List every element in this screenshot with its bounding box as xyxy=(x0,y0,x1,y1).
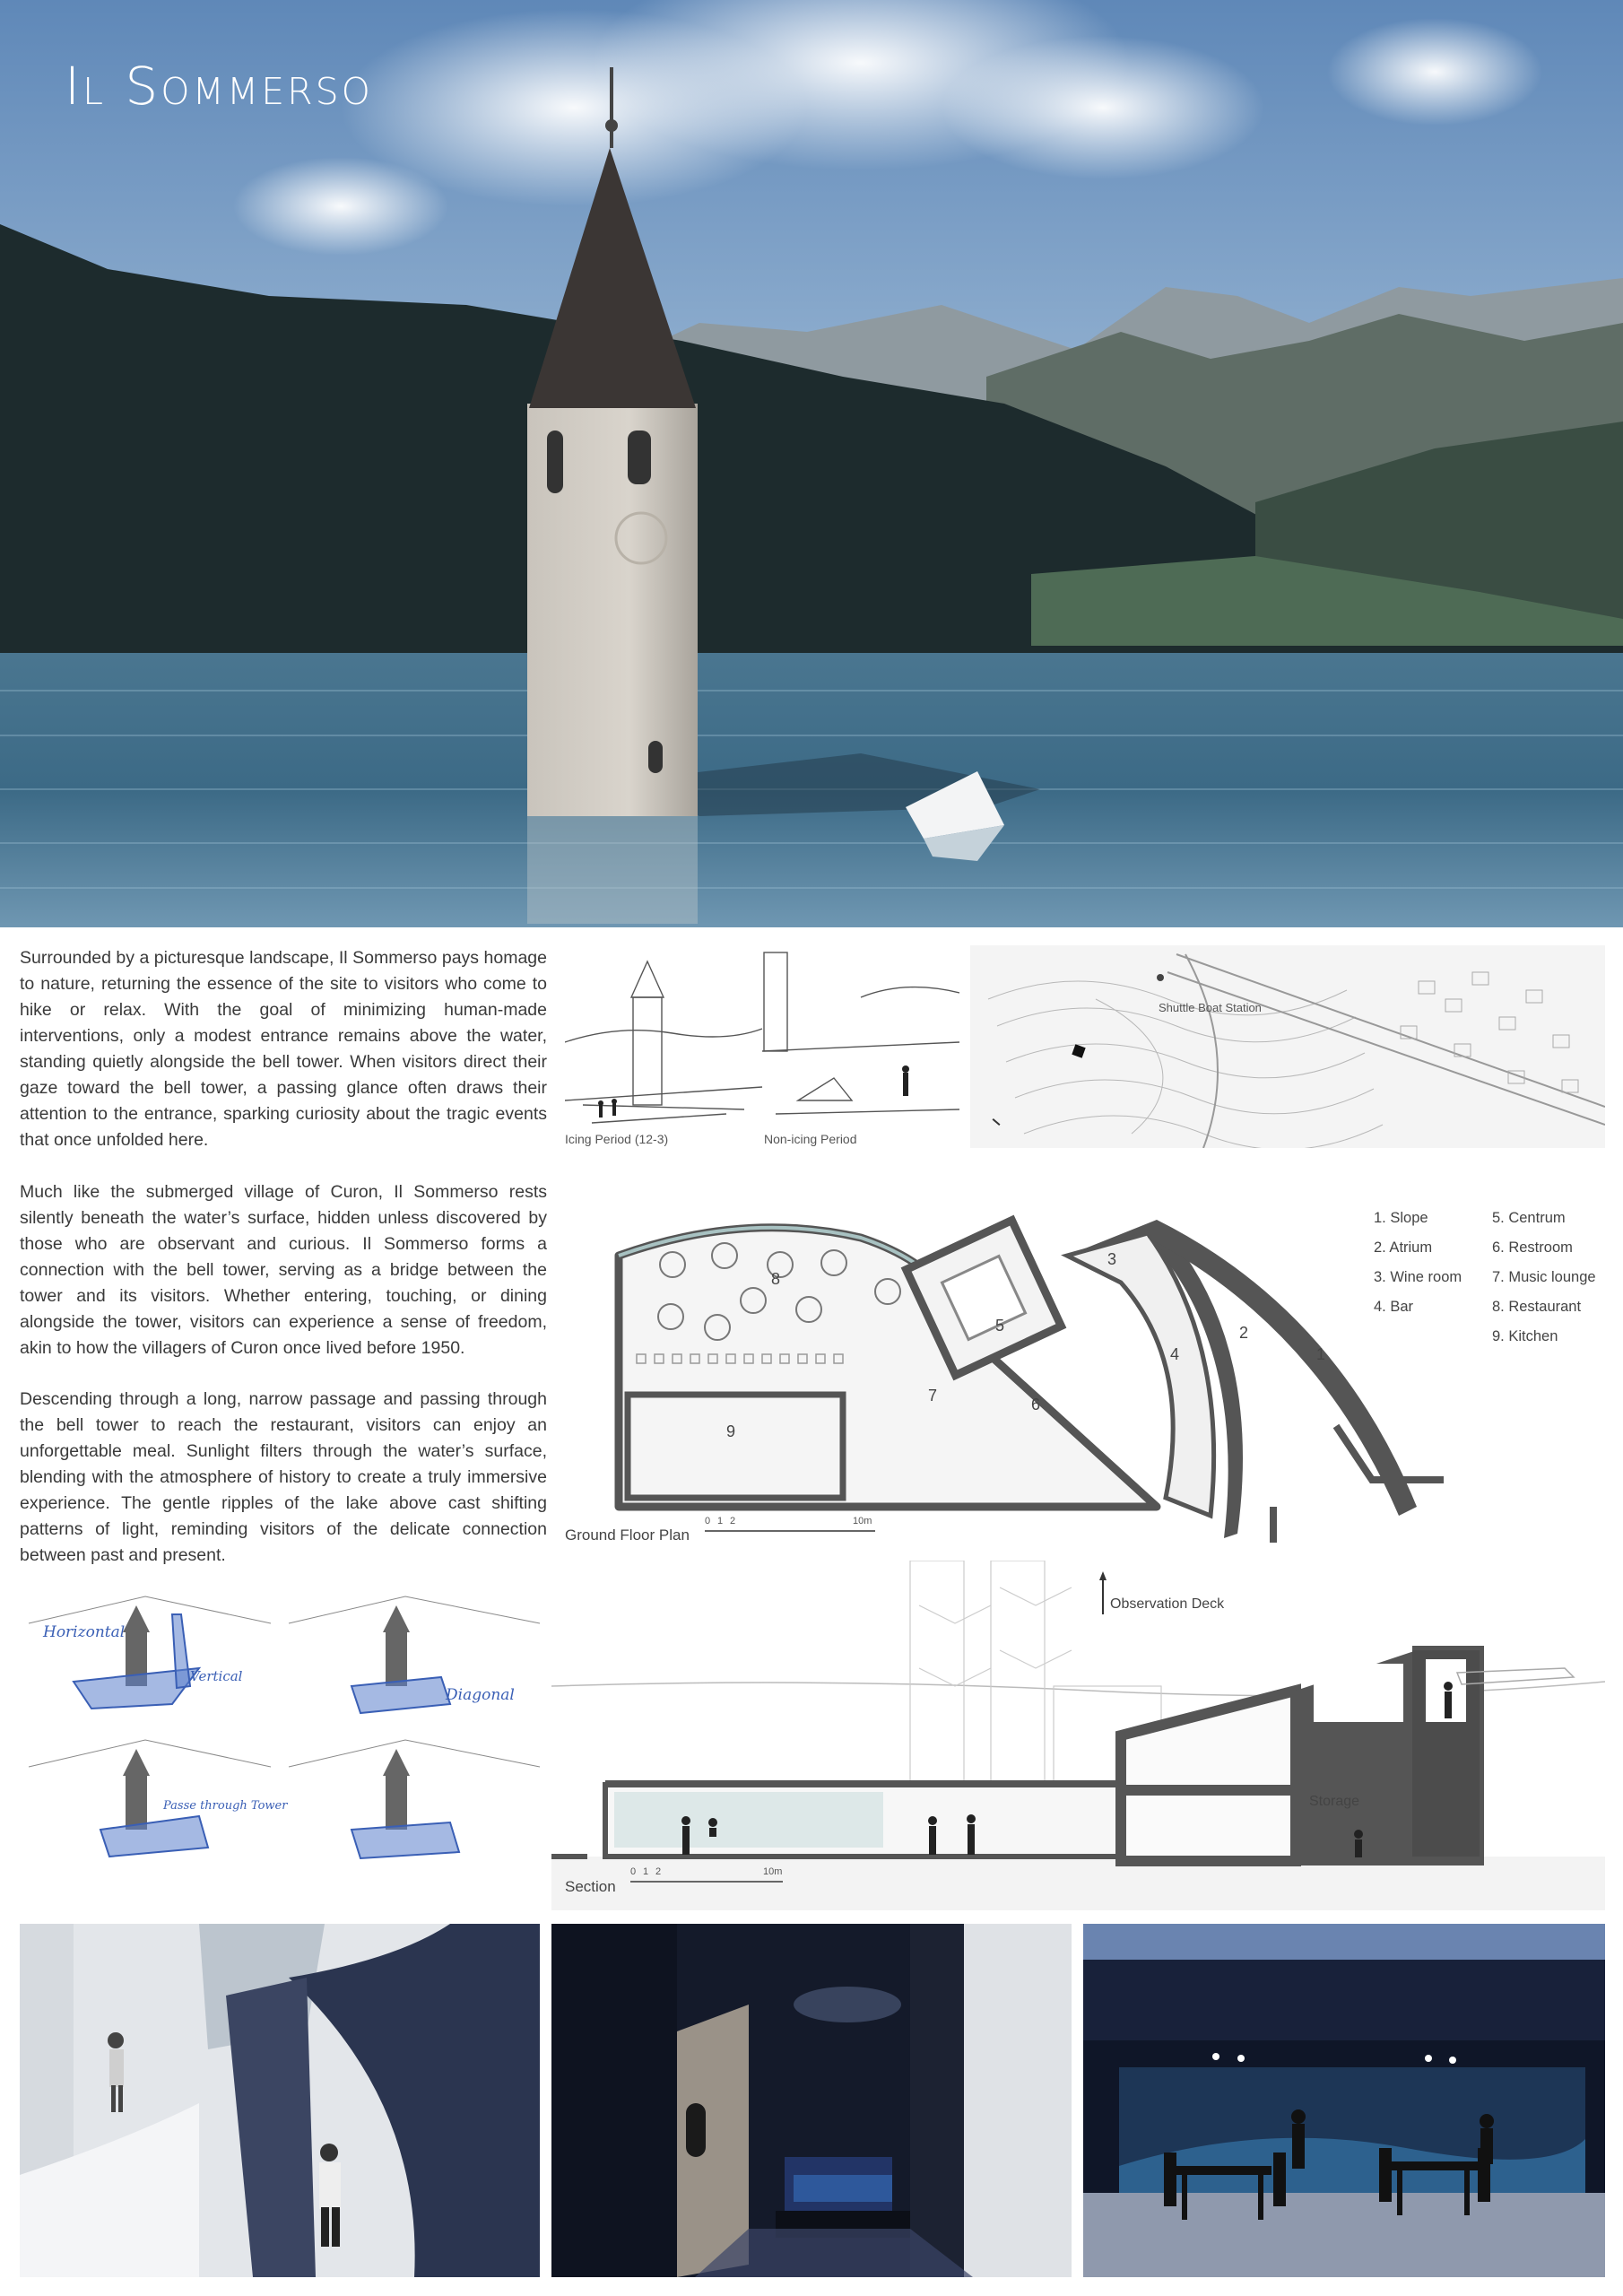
vertical-sketch-label: Vertical xyxy=(190,1668,243,1684)
intro-paragraph: Surrounded by a picturesque landscape, Il Sommerso pays homage to nature, returning the essence of the site to visitors who come to hike or relax. With the goal of minimizing human-made interventions, only a modest entrance remains above the water, standing quietly alongside the bell tower. When visitors direct their gaze toward the bell tower, a passing glance often draws their attention to the entrance, sparking curiosity about the tragic events that once unfolded here. xyxy=(20,948,547,1150)
room-number-1: 1 xyxy=(1316,1345,1326,1363)
storage-label: Storage xyxy=(1309,1794,1360,1809)
room-number-9: 9 xyxy=(726,1422,736,1440)
legend-item: 7. Music lounge xyxy=(1492,1269,1596,1285)
render-restaurant xyxy=(1083,1924,1605,2277)
building-section xyxy=(551,1561,1605,1910)
site-map-drawing xyxy=(970,945,1605,1148)
room-number-5: 5 xyxy=(995,1317,1005,1335)
room-number-7: 7 xyxy=(928,1387,938,1405)
pass-through-sketch-label: Passe through Tower xyxy=(163,1799,288,1813)
legend-item: 4. Bar xyxy=(1374,1299,1414,1315)
legend-item: 9. Kitchen xyxy=(1492,1328,1558,1344)
non-icing-period-caption: Non-icing Period xyxy=(764,1132,857,1146)
icing-period-caption: Icing Period (12-3) xyxy=(565,1132,669,1146)
legend-item: 3. Wine room xyxy=(1374,1269,1462,1285)
render-passage-illustration xyxy=(20,1924,540,2277)
shuttle-station-label: Shuttle Boat Station xyxy=(1159,1001,1262,1014)
room-number-4: 4 xyxy=(1170,1345,1180,1363)
diagonal-sketch-label: Diagonal xyxy=(446,1686,515,1704)
render-passage xyxy=(20,1924,540,2277)
hero-photo-illustration xyxy=(0,0,1623,927)
room-number-6: 6 xyxy=(1031,1396,1041,1413)
ground-floor-plan xyxy=(565,1184,1480,1561)
season-sketch-drawing xyxy=(565,944,959,1150)
hero-image xyxy=(0,0,1623,927)
legend-item: 2. Atrium xyxy=(1374,1239,1433,1256)
legend-item: 1. Slope xyxy=(1374,1210,1428,1226)
plan-legend-col2 xyxy=(1492,1204,1596,1352)
legend-item: 5. Centrum xyxy=(1492,1210,1566,1226)
section-title: Section xyxy=(565,1878,616,1895)
section-drawing xyxy=(551,1561,1605,1910)
restaurant-paragraph: Descending through a long, narrow passage and passing through the bell tower to reach the restaurant, visitors can enjoy an unforgettable meal. Sunlight filters through the water’s surface, blending with the atmosphere of history to create a truly immersive experience. The gentle ripples of the lake above cast shifting patterns of light, reminding visitors of the delicate connection between past and present. xyxy=(20,1389,547,1565)
curon-paragraph: Much like the submerged village of Curon, Il Sommerso rests silently beneath the water’s surface, hidden unless discovered by those who are observant and curious. Il Sommerso forms a connection with the bell tower, serving as a bridge between the tower and its visitors. Whether entering, touching, or dining alongside the tower, visitors can experience a sense of freedom, akin to how the villagers of Curon once lived before 1950. xyxy=(20,1182,547,1358)
season-sketches xyxy=(565,944,959,1150)
room-number-2: 2 xyxy=(1239,1324,1249,1342)
render-restaurant-illustration xyxy=(1083,1924,1605,2277)
render-bar xyxy=(551,1924,1072,2277)
plan-scale-bar: 0 1 2 10m xyxy=(705,1519,875,1539)
site-map xyxy=(970,945,1605,1148)
render-bar-illustration xyxy=(551,1924,1072,2277)
horizontal-sketch-label: Horizontal xyxy=(43,1623,126,1641)
plan-legend-col1 xyxy=(1374,1204,1462,1322)
room-number-8: 8 xyxy=(771,1270,781,1288)
legend-item: 6. Restroom xyxy=(1492,1239,1573,1256)
room-number-3: 3 xyxy=(1107,1250,1117,1268)
legend-item: 8. Restaurant xyxy=(1492,1299,1582,1315)
concept-sketches xyxy=(20,1587,547,1866)
section-scale-bar: 0 1 2 10m xyxy=(630,1870,783,1890)
plan-title: Ground Floor Plan xyxy=(565,1526,690,1544)
page-title: Il Sommerso xyxy=(65,56,373,117)
observation-deck-label: Observation Deck xyxy=(1110,1596,1225,1612)
floor-plan-drawing xyxy=(565,1184,1480,1561)
